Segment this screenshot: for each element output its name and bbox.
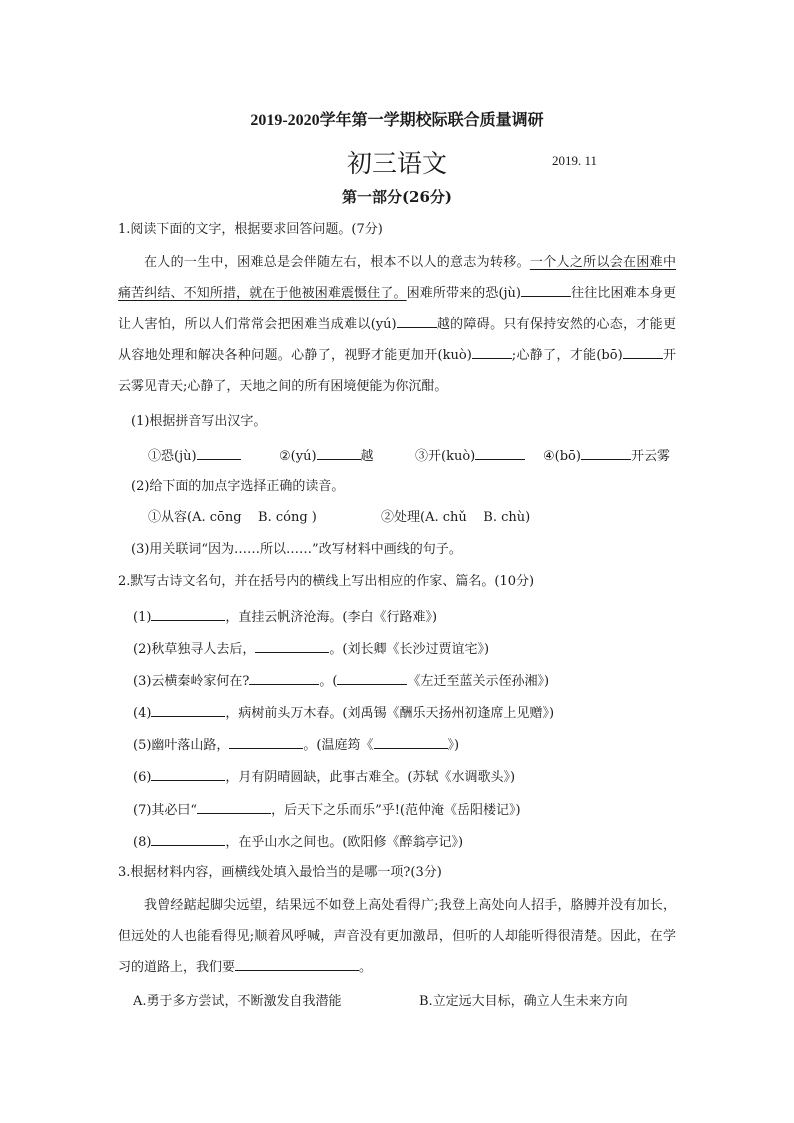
q2-blank-7[interactable]	[197, 799, 271, 814]
q1-passage-c: 往往比困难本身更让人害怕，所以人们常常会把困难当成难以(yú)	[118, 286, 676, 332]
q1-passage-a: 在人的一生中，困难总是会伴随左右，根本不以人的意志为转移。	[144, 255, 530, 270]
q2-blank-8[interactable]	[151, 831, 225, 846]
answer-yu-blank[interactable]	[317, 445, 361, 460]
answer-bo-blank[interactable]	[581, 445, 631, 460]
q1-passage-underlined: 一个人之所以会在困难中痛苦纠结、不知所措，就在于他被困难震慑住了。	[118, 255, 676, 301]
q1-sub3: (3)用关联词“因为……所以……”改写材料中画线的句子。	[131, 542, 462, 557]
q1-item-4	[543, 445, 670, 466]
q2-line-1	[133, 606, 437, 627]
q3-option-a[interactable]: A.勇于多方尝试，不断激发自我潜能	[133, 994, 342, 1009]
q2-l5-punct: 。(温庭筠《	[303, 738, 374, 753]
item-yu-suffix: 越	[360, 449, 374, 464]
q2-blank-5-title[interactable]	[374, 734, 448, 749]
blank-kuo[interactable]	[472, 344, 512, 359]
q1-sub2: (2)给下面的加点字选择正确的读音。	[131, 479, 345, 494]
item-bo-label: ④(bō)	[543, 449, 581, 464]
q2-l3-punct: 。(	[319, 674, 338, 689]
answer-kuo-blank[interactable]	[475, 445, 525, 460]
q2-line-4	[133, 702, 554, 723]
q2-l1-text: ，直挂云帆济沧海。(李白《行路难》)	[225, 610, 438, 625]
q2-l5-close: 》)	[447, 738, 460, 753]
q2-blank-4[interactable]	[151, 702, 225, 717]
q2-l8-text: ，在乎山水之间也。(欧阳修《醉翁亭记》)	[225, 835, 464, 850]
answer-ju-blank[interactable]	[197, 445, 241, 460]
q2-l5-text: (5)幽叶落山路，	[133, 738, 230, 753]
q1-passage	[118, 247, 676, 402]
q2-blank-5[interactable]	[229, 734, 303, 749]
q2-blank-2[interactable]	[255, 638, 329, 653]
q1-stem: 1.阅读下面的文字，根据要求回答问题。(7分)	[118, 222, 383, 237]
q2-l3-text: (3)云横秦岭家何在?	[133, 674, 250, 689]
q1-item-2	[279, 445, 374, 466]
q3-answer-blank[interactable]	[235, 956, 359, 971]
item-bo-suffix: 开云雾	[630, 449, 670, 464]
q2-l8-num: (8)	[133, 835, 152, 850]
q2-line-7	[133, 799, 521, 820]
q2-line-5	[133, 734, 459, 755]
q3-stem: 3.根据材料内容，画横线处填入最恰当的是哪一项?(3分)	[118, 865, 442, 880]
q2-blank-3-author[interactable]	[337, 670, 407, 685]
q2-line-6	[133, 766, 515, 787]
q1-sub1: (1)根据拼音写出汉字。	[131, 414, 267, 429]
exam-date: 2019. 11	[552, 153, 598, 168]
q1-passage-f: 开云雾见青天;心静了，天地之间的所有困境便能为你沉酣。	[118, 348, 676, 394]
q1-passage-d: 越的障碍。只有保持安然的心态，才能更从容地处理和解决各种问题。心静了，视野才能更加开(kuò)	[118, 317, 676, 363]
item-ju-label: ①恐(jù)	[148, 449, 197, 464]
q1-option-1: ①从容(A. cōng B. cóng )	[148, 510, 317, 525]
q2-l3-source: 《左迁至蓝关示侄孙湘》)	[407, 674, 550, 689]
q2-blank-6[interactable]	[151, 766, 225, 781]
q2-l6-text: ，月有阴晴圆缺，此事古难全。(苏轼《水调歌头》)	[225, 770, 516, 785]
blank-yu[interactable]	[397, 313, 437, 328]
subject-heading	[0, 144, 794, 180]
q2-blank-1[interactable]	[151, 606, 225, 621]
q2-l7-text: (7)其必曰“	[133, 803, 198, 818]
q1-option-2: ②处理(A. chǔ B. chù)	[381, 510, 531, 525]
q1-passage-b: 困难所带来的恐(jù)	[406, 286, 522, 301]
q3-passage	[118, 890, 676, 983]
q1-passage-e: ;心静了，才能(bō)	[511, 348, 623, 363]
subject-title: 初三语文	[346, 149, 447, 178]
item-yu-label: ②(yú)	[279, 449, 317, 464]
q2-l1-num: (1)	[133, 610, 152, 625]
q3-passage-text: 我曾经踮起脚尖远望，结果远不如登上高处看得广;我登上高处向人招手，胳膊并没有加长，但远处的人也能看得见;顺着风呼喊，声音没有更加激昂，但听的人却能听得很清楚。因此，在学习的道路上，我们要	[118, 898, 676, 975]
item-kuo-label: ③开(kuò)	[415, 449, 476, 464]
q2-stem: 2.默写古诗文名句，并在括号内的横线上写出相应的作家、篇名。(10分)	[118, 574, 535, 589]
q2-l4-text: ，病树前头万木春。(刘禹锡《酬乐天扬州初逢席上见赠》)	[225, 706, 555, 721]
q3-option-b[interactable]: B.立定远大目标，确立人生未来方向	[419, 994, 628, 1009]
q2-line-8	[133, 831, 463, 852]
q1-item-3	[415, 445, 525, 466]
q2-l7-source: ，后天下之乐而乐”乎!(范仲淹《岳阳楼记》)	[271, 803, 521, 818]
q1-item-1	[148, 445, 241, 466]
q2-l2-source: 。(刘长卿《长沙过贾谊宅》)	[329, 642, 490, 657]
q3-passage-end: 。	[359, 960, 373, 975]
q2-l4-num: (4)	[133, 706, 152, 721]
q2-line-2	[133, 638, 489, 659]
blank-bo[interactable]	[623, 344, 663, 359]
q2-blank-3[interactable]	[249, 670, 319, 685]
q2-line-3	[133, 670, 549, 691]
part-heading: 第一部分(26分)	[341, 188, 453, 206]
blank-ju[interactable]	[521, 282, 571, 297]
q2-l6-num: (6)	[133, 770, 152, 785]
q2-l2-text: (2)秋草独寻人去后，	[133, 642, 256, 657]
exam-title: 2019-2020学年第一学期校际联合质量调研	[250, 112, 544, 129]
